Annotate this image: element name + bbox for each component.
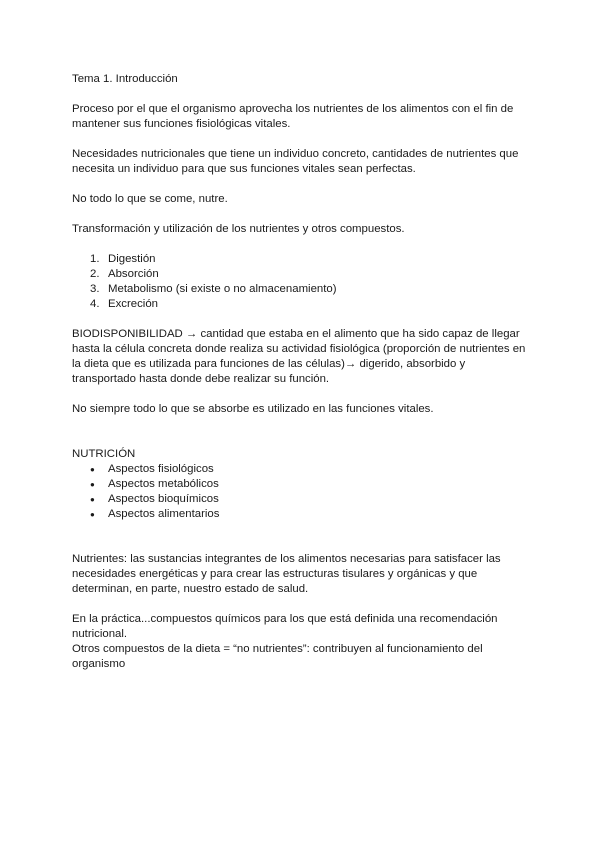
list-item-text: Metabolismo (si existe o no almacenamiento) [108,283,337,295]
list-item-text: Digestión [108,253,156,265]
list-item [72,252,532,267]
list-item [72,297,532,312]
paragraph-no-todo: No todo lo que se come, nutre. [72,193,228,205]
numbered-list [72,252,532,312]
paragraph-en-la-practica: En la práctica...compuestos químicos para los que está definida una recomendación nutricional. [72,613,498,640]
document-title: Tema 1. Introducción [72,73,178,85]
bullet-icon: ● [90,465,95,474]
paragraph-nutrientes: Nutrientes: las sustancias integrantes de los alimentos necesarias para satisfacer las necesidades energéticas y para crear las estructuras tisulares y orgánicas y que determinan, en parte, nuestro estado de salud. [72,553,501,595]
paragraph-biodisponibilidad: BIODISPONIBILIDAD → cantidad que estaba en el alimento que ha sido capaz de llegar hasta la célula concreta donde realiza su actividad fisiológica (proporción de nutrientes en la dieta que es utilizada para funciones de las células)→ digerido, absorbido y transportado hasta donde debe realizar su función. [72,328,526,385]
paragraph-necesidades: Necesidades nutricionales que tiene un individuo concreto, cantidades de nutrientes que necesita un individuo para que sus funciones vitales sean perfectas. [72,148,519,175]
list-item [72,507,532,522]
list-item [72,492,532,507]
paragraph-otros-compuestos: Otros compuestos de la dieta = “no nutrientes”: contribuyen al funcionamiento del organismo [72,643,483,670]
list-item [72,267,532,282]
list-number: 1. [90,253,100,265]
bullet-icon: ● [90,495,95,504]
list-item-text: Aspectos metabólicos [108,478,219,490]
list-item-text: Aspectos fisiológicos [108,463,214,475]
list-number: 4. [90,298,100,310]
paragraph-no-siempre: No siempre todo lo que se absorbe es utilizado en las funciones vitales. [72,403,434,415]
list-item-text: Absorción [108,268,159,280]
list-item [72,477,532,492]
document-page [72,72,532,672]
list-item-text: Aspectos alimentarios [108,508,220,520]
list-item [72,282,532,297]
section-heading-nutricion: NUTRICIÓN [72,448,136,460]
list-number: 3. [90,283,100,295]
bullet-icon: ● [90,480,95,489]
list-item [72,462,532,477]
list-number: 2. [90,268,100,280]
list-item-text: Aspectos bioquímicos [108,493,219,505]
list-item-text: Excreción [108,298,159,310]
bullet-icon: ● [90,510,95,519]
bullet-list [72,462,532,522]
paragraph-proceso: Proceso por el que el organismo aprovecha los nutrientes de los alimentos con el fin de mantener sus funciones fisiológicas vitales. [72,103,514,130]
paragraph-transformacion: Transformación y utilización de los nutrientes y otros compuestos. [72,223,405,235]
